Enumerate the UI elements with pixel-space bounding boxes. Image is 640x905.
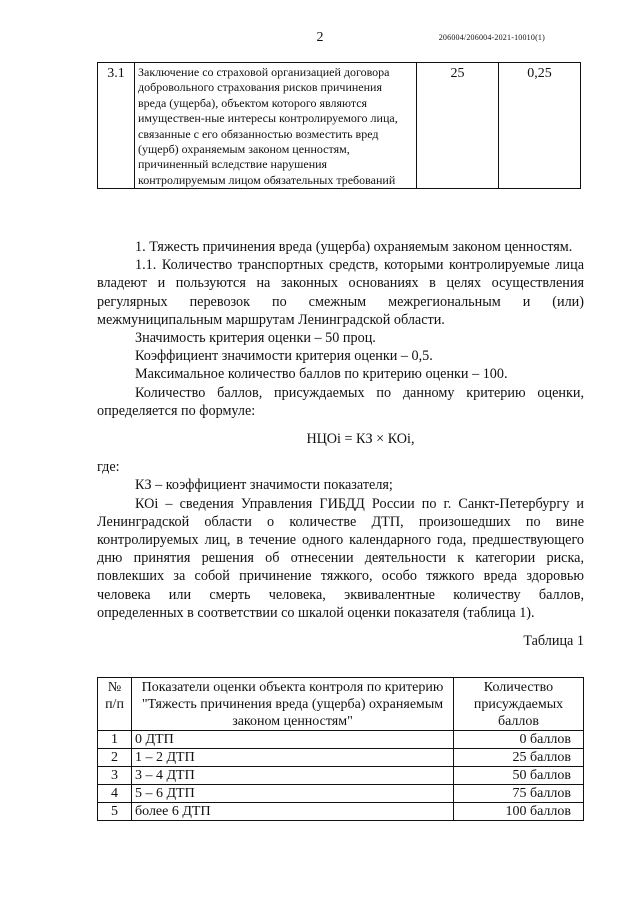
paragraph-vehicles: 1.1. Количество транспортных средств, которыми контролируемые лица владеют и пользуются на законных основаниях в целях осуществления регулярных перевозок по смежным межрегиональным и (или) межмуниципальным маршрутам Ленинградской области. [97, 257, 584, 328]
paragraph-formula-intro: Количество баллов, присуждаемых по данному критерию оценки, определяется по формуле: [97, 384, 584, 419]
document-body [97, 238, 584, 650]
row-number: 2 [98, 749, 132, 767]
row-number: 5 [98, 803, 132, 821]
row-number: 4 [98, 785, 132, 803]
criterion-coefficient: 0,25 [499, 63, 581, 189]
row-indicator: более 6 ДТП [132, 803, 454, 821]
paragraph-max-points: Максимальное количество баллов по критерию оценки – 100. [135, 366, 508, 383]
table-header-row [98, 678, 584, 731]
row-indicator: 5 – 6 ДТП [132, 785, 454, 803]
paragraph-where: где: [97, 459, 120, 476]
criteria-table-fragment [97, 62, 581, 189]
formula: НЦОi = КЗ × КОi, [306, 431, 415, 448]
row-indicator: 1 – 2 ДТП [132, 749, 454, 767]
scoring-table [97, 677, 584, 821]
row-points: 50 баллов [454, 767, 584, 785]
paragraph-kz-definition: КЗ – коэффициент значимости показателя; [135, 477, 393, 494]
column-header-indicator: Показатели оценки объекта контроля по критерию "Тяжесть причинения вреда (ущерба) охраняемым законом ценностям" [132, 678, 454, 731]
row-number: 3 [98, 767, 132, 785]
paragraph-koi-definition: КОi – сведения Управления ГИБДД России по г. Санкт-Петербургу и Ленинградской области о количестве ДТП, произошедших по вине контролируемых лиц, в течение одного календарного года, предшествующего дню принятия решения об отнесении деятельности к категории риска, повлекших за собой причинение тяжкого, особо тяжкого вреда здоровью человека или смерть человека, эквивалентные количеству баллов, определенных в соответствии со шкалой оценки показателя (таблица 1). [97, 495, 584, 621]
table-row [98, 803, 584, 821]
column-header-number: № п/п [98, 678, 132, 731]
row-number: 1 [98, 731, 132, 749]
row-number: 3.1 [98, 63, 135, 189]
table-row [98, 63, 581, 189]
table-row [98, 749, 584, 767]
table-caption: Таблица 1 [523, 633, 584, 650]
row-points: 100 баллов [454, 803, 584, 821]
table-row [98, 767, 584, 785]
paragraph-coefficient: Коэффициент значимости критерия оценки – 0,5. [135, 348, 433, 365]
column-header-points: Количество присуждаемых баллов [454, 678, 584, 731]
paragraph-severity: 1. Тяжесть причинения вреда (ущерба) охраняемым законом ценностям. [135, 239, 573, 255]
page-number: 2 [316, 30, 324, 45]
row-indicator: 3 – 4 ДТП [132, 767, 454, 785]
document-id: 206004/206004-2021-10010(1) [438, 33, 545, 42]
criterion-value: 25 [417, 63, 499, 189]
row-points: 25 баллов [454, 749, 584, 767]
criterion-description: Заключение со страховой организацией договора добровольного страхования рисков причинения вреда (ущерба), объектом которого являются имуществен-ные интересы контролируемого лица, связанные с его обязанностью возместить вред (ущерб) охраняемым законом ценностям, причиненный вследствие нарушения контролируемым лицом обязательных требований [135, 63, 417, 189]
row-points: 75 баллов [454, 785, 584, 803]
row-points: 0 баллов [454, 731, 584, 749]
table-row [98, 785, 584, 803]
row-indicator: 0 ДТП [132, 731, 454, 749]
table-row [98, 731, 584, 749]
paragraph-significance: Значимость критерия оценки – 50 проц. [135, 330, 376, 347]
